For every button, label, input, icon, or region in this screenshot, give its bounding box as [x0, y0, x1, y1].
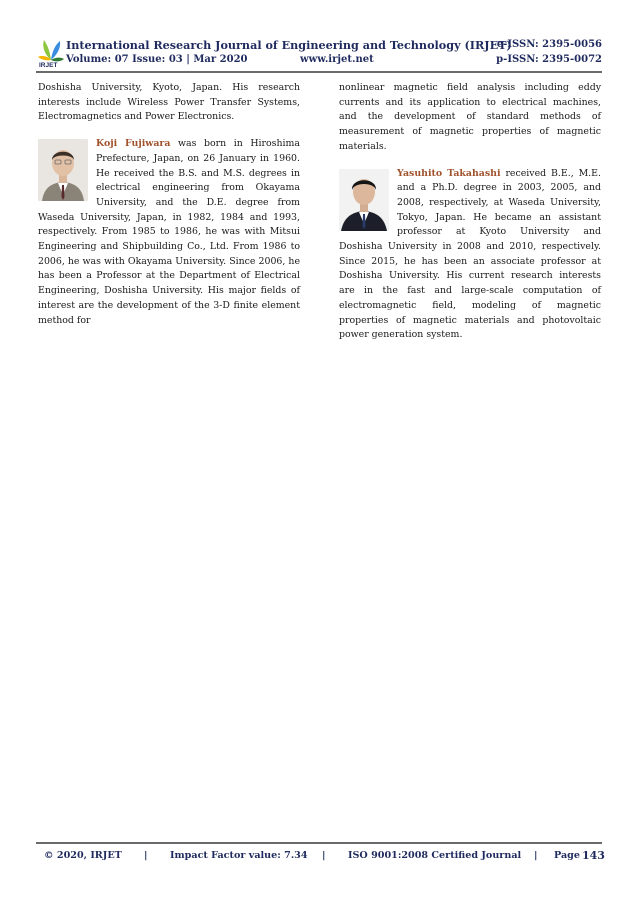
bio-text-fujiwara: was born in Hiroshima Prefecture, Japan, on 26 January in 1960. He received the B.S. and M.S. degrees in electrical engineering from Okayama University, and the D.E. degree from Waseda University, Japan, in 1982, 1984 and 1993, respectively. From 1985 to 1986, he was with Mitsui Engineering and Shipbuilding Co., Ltd. From 1986 to 2006, he was with Okayama University. Since 2006, he has been a Professor at the Department of Electrical Engineering, Doshisha University. His major fields of interest are the development of the 3-D finite element method for	[38, 138, 300, 326]
continuation-paragraph: nonlinear magnetic field analysis including eddy currents and its application to electrical machines, and the development of standard methods of measurement of magnetic properties of magnetic materials.	[339, 82, 601, 152]
e-issn: e-ISSN: 2395-0056	[496, 39, 602, 50]
author-bio-takahashi	[339, 167, 601, 343]
intro-paragraph: Doshisha University, Kyoto, Japan. His research interests include Wireless Power Transfer Systems, Electromagnetics and Power Electronics.	[38, 82, 300, 123]
author-name-fujiwara: Koji Fujiwara	[96, 138, 171, 150]
journal-header	[36, 36, 602, 70]
footer-iso: ISO 9001:2008 Certified Journal	[348, 850, 522, 861]
leaf-logo-icon	[38, 38, 64, 68]
footer-separator: |	[534, 850, 538, 861]
author-photo-fujiwara	[38, 139, 88, 201]
left-column	[38, 81, 300, 328]
footer-impact-factor: Impact Factor value: 7.34	[170, 850, 308, 861]
right-column	[339, 81, 601, 343]
footer-copyright: © 2020, IRJET	[44, 850, 122, 861]
footer-page-label: Page	[554, 850, 580, 861]
p-issn: p-ISSN: 2395-0072	[496, 54, 602, 65]
footer-separator: |	[144, 850, 148, 861]
volume-issue-date: Volume: 07 Issue: 03 | Mar 2020	[66, 54, 248, 65]
footer-divider	[36, 842, 602, 844]
author-name-takahashi: Yasuhito Takahashi	[397, 167, 501, 179]
bio-text-takahashi: received B.E., M.E. and a Ph.D. degree in 2003, 2005, and 2008, respectively, at Waseda University, Tokyo, Japan. He became an assistant professor at Kyoto University and Doshisha University in 2008 and 2010, respectively. Since 2015, he has been an associate professor at Doshisha University. His current research interests are in the fast and large-scale computation of electromagnetic field, modeling of magnetic properties of magnetic materials and photovoltaic power generation system.	[339, 167, 601, 341]
footer-separator: |	[322, 850, 326, 861]
author-photo-takahashi	[339, 169, 389, 231]
logo-text: IRJET	[39, 62, 58, 68]
footer-page-number: 143	[582, 849, 605, 862]
header-divider	[36, 71, 602, 73]
author-bio-fujiwara	[38, 137, 300, 328]
journal-website: www.irjet.net	[300, 54, 374, 65]
journal-footer	[40, 849, 605, 866]
journal-title: International Research Journal of Engineering and Technology (IRJET)	[66, 38, 512, 52]
